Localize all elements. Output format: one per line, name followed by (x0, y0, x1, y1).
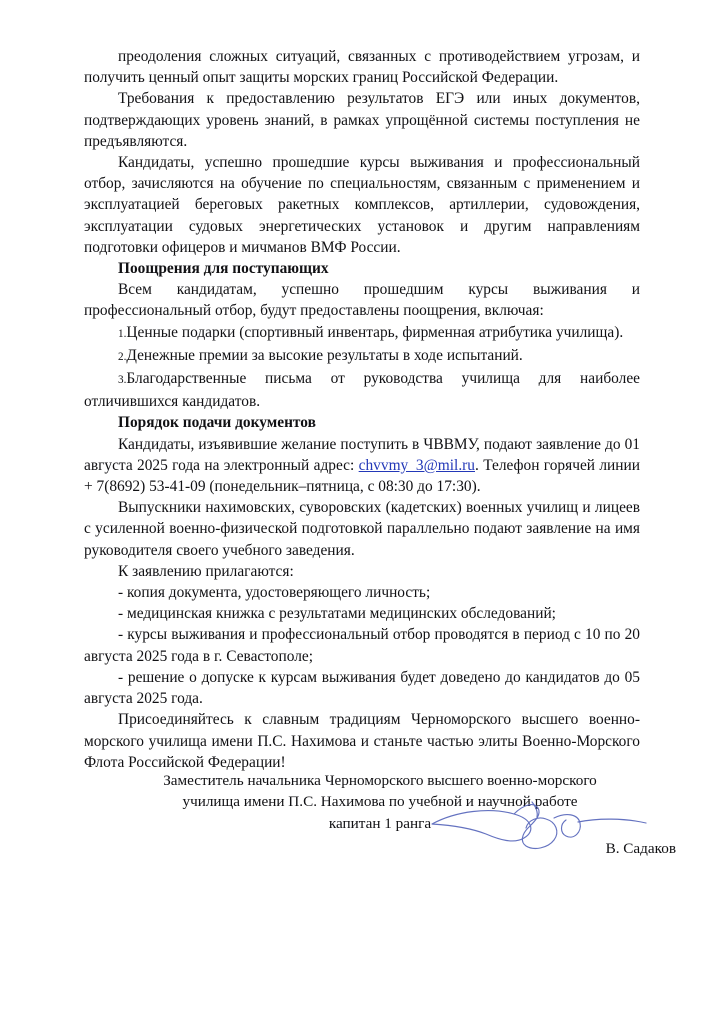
paragraph-closing-appeal: Присоединяйтесь к славным традициям Черноморского высшего военно-морского училища имени П.С. Нахимова и станьте частью элиты Военно-Морского Флота Российской Федерации! (84, 711, 640, 771)
signatory-title-block (84, 770, 676, 834)
signatory-title-line-1: Заместитель начальника Черноморского высшего военно-морского (163, 772, 597, 789)
list-item-label: Денежные премии за высокие результаты в ходе испытаний. (126, 346, 523, 364)
list-item-label: Ценные подарки (спортивный инвентарь, фирменная атрибутика училища). (126, 323, 624, 341)
signatory-name: В. Садаков (605, 840, 676, 857)
list-item (84, 322, 640, 345)
dash-item: - курсы выживания и профессиональный отбор проводятся в период с 10 по 20 августа 2025 года в г. Севастополе; (84, 626, 640, 665)
paragraph-continuation: преодоления сложных ситуаций, связанных с противодействием угрозам, и получить ценный опыт защиты морских границ Российской Федерации. (84, 48, 640, 87)
list-item (84, 368, 640, 412)
list-item-number: 2. (118, 350, 127, 363)
paragraph-incentives-intro: Всем кандидатам, успешно прошедшим курсы выживания и профессиональный отбор, будут предоставлены поощрения, включая: (84, 281, 640, 320)
dash-item: - копия документа, удостоверяющего личность; (118, 584, 431, 602)
heading-application-procedure: Порядок подачи документов (118, 414, 316, 432)
application-text-before-email: Кандидаты, изъявившие желание поступить в ЧВВМУ, подают заявление до 01 августа 2025 года на электронный адрес: (84, 435, 640, 474)
list-item (84, 345, 640, 368)
paragraph-cadet-graduates: Выпускники нахимовских, суворовских (кадетских) военных училищ и лицеев с усиленной военно-физической подготовкой параллельно подают заявление на имя руководителя своего учебного заведения. (84, 499, 640, 559)
dash-item: - решение о допуске к курсам выживания будет доведено до кандидатов до 05 августа 2025 года. (84, 668, 640, 708)
dash-item: - медицинская книжка с результатами медицинских обследований; (118, 605, 556, 623)
list-item-number: 1. (118, 327, 127, 340)
heading-incentives: Поощрения для поступающих (118, 260, 329, 278)
paragraph-attachments-intro: К заявлению прилагаются: (118, 562, 294, 580)
paragraph-enrollment-specialties: Кандидаты, успешно прошедшие курсы выживания и профессиональный отбор, зачисляются на обучение по специальностям, связанным с применением и эксплуатацией береговых ракетных комплексов, артиллерии, судовождения, эксплуатации судовых энергетических установок и другим направлениям подготовки офицеров и мичманов ВМФ России. (84, 154, 640, 256)
signatory-rank: капитан 1 ранга (328, 814, 432, 832)
paragraph-ege-requirements: Требования к предоставлению результатов ЕГЭ или иных документов, подтверждающих уровень знаний, в рамках упрощённой системы поступления не предъявляются. (84, 90, 640, 150)
document-body (84, 46, 640, 773)
list-item-label: Благодарственные письма от руководства училища для наиболее отличившихся кандидатов. (84, 370, 640, 411)
list-item-number: 3. (118, 374, 127, 387)
paragraph-application-contacts (84, 434, 640, 498)
application-text-after-email: . Телефон горячей линии + 7(8692) 53-41-09 (понедельник–пятница, с 08:30 до 17:30). (84, 456, 640, 496)
email-link[interactable]: chvvmy_3@mil.ru (358, 456, 475, 474)
signatory-title-line-2: училища имени П.С. Нахимова по учебной и научной работе (182, 793, 578, 811)
